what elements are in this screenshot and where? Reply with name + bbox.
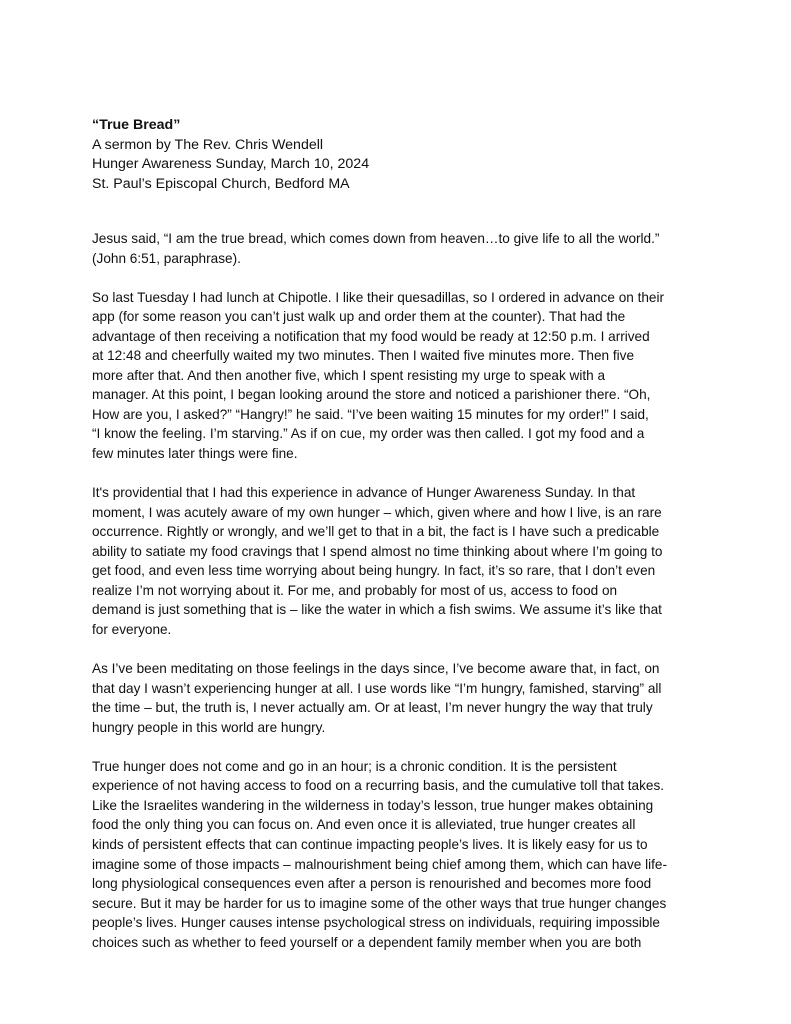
sermon-body bbox=[92, 229, 714, 972]
paragraph-line: long physiological consequences even after a person is renourished and becomes more food bbox=[92, 876, 652, 892]
paragraph-line: few minutes later things were fine. bbox=[92, 446, 298, 462]
paragraph-line: at 12:48 and cheerfully waited my two minutes. Then I waited five minutes more. Then five bbox=[92, 348, 635, 364]
paragraph-line: imagine some of those impacts – malnourishment being chief among them, which can have life- bbox=[92, 856, 668, 872]
paragraph-line: hungry people in this world are hungry. bbox=[92, 719, 326, 735]
paragraph-line: As I’ve been meditating on those feelings in the days since, I’ve become aware that, in fact, on bbox=[92, 661, 660, 677]
paragraph-line: So last Tuesday I had lunch at Chipotle. I like their quesadillas, so I ordered in advance on their bbox=[92, 289, 665, 305]
paragraph-line: people’s lives. Hunger causes intense psychological stress on individuals, requiring impossible bbox=[92, 915, 660, 931]
paragraph-line: app (for some reason you can’t just walk up and order them at the counter). That had the bbox=[92, 309, 626, 325]
sermon-byline: A sermon by The Rev. Chris Wendell bbox=[92, 136, 324, 153]
paragraph-line: more after that. And then another five, which I spent resisting my urge to speak with a bbox=[92, 367, 606, 383]
paragraph-line: How are you, I asked?” “Hangry!” he said. “I’ve been waiting 15 minutes for my order!” I said, bbox=[92, 406, 649, 422]
paragraph-line: food the only thing you can focus on. And even once it is alleviated, true hunger creates all bbox=[92, 817, 636, 833]
paragraph bbox=[92, 757, 714, 952]
paragraph-line: True hunger does not come and go in an hour; is a chronic condition. It is the persistent bbox=[92, 758, 617, 774]
paragraph-line: manager. At this point, I began looking around the store and noticed a parishioner there. “Oh, bbox=[92, 387, 651, 403]
sermon-occasion: Hunger Awareness Sunday, March 10, 2024 bbox=[92, 156, 370, 173]
paragraph-line: that day I wasn’t experiencing hunger at all. I use words like “I’m hungry, famished, starving” all bbox=[92, 680, 662, 696]
paragraph bbox=[92, 483, 714, 639]
paragraph-line: “I know the feeling. I’m starving.” As if on cue, my order was then called. I got my food and a bbox=[92, 426, 645, 442]
sermon-title: “True Bread” bbox=[92, 117, 181, 133]
paragraph-line: advantage of then receiving a notification that my food would be ready at 12:50 p.m. I arrived bbox=[92, 328, 650, 344]
paragraph-line: Like the Israelites wandering in the wilderness in today’s lesson, true hunger makes obtaining bbox=[92, 797, 654, 813]
paragraph-line: get food, and even less time worrying about being hungry. In fact, it’s so rare, that I don’t even bbox=[92, 563, 656, 579]
paragraph-line: occurrence. Rightly or wrongly, and we’ll get to that in a bit, the fact is I have such a predicable bbox=[92, 524, 660, 540]
paragraph-line: ability to satiate my food cravings that I spend almost no time thinking about where I’m going to bbox=[92, 543, 663, 559]
paragraph-line: secure. But it may be harder for us to imagine some of the other ways that true hunger changes bbox=[92, 895, 667, 911]
sermon-header bbox=[92, 116, 712, 194]
paragraph bbox=[92, 659, 714, 737]
paragraph-line: moment, I was acutely aware of my own hunger – which, given where and how I live, is an rare bbox=[92, 504, 662, 520]
paragraph-line: experience of not having access to food on a recurring basis, and the cumulative toll that takes. bbox=[92, 778, 665, 794]
paragraph-line: choices such as whether to feed yourself or a dependent family member when you are both bbox=[92, 934, 642, 950]
paragraph-line: the time – but, the truth is, I never actually am. Or at least, I’m never hungry the way that truly bbox=[92, 700, 653, 716]
paragraph-line: kinds of persistent effects that can continue impacting people’s lives. It is likely easy for us to bbox=[92, 836, 648, 852]
paragraph-line: demand is just something that is – like the water in which a fish swims. We assume it’s like that bbox=[92, 602, 662, 618]
paragraph-line: It's providential that I had this experience in advance of Hunger Awareness Sunday. In that bbox=[92, 485, 636, 501]
paragraph bbox=[92, 229, 714, 268]
sermon-location: St. Paul’s Episcopal Church, Bedford MA bbox=[92, 175, 350, 192]
paragraph-line: realize I’m not worrying about it. For me, and probably for most of us, access to food on bbox=[92, 582, 618, 598]
paragraph-line: for everyone. bbox=[92, 621, 172, 637]
paragraph bbox=[92, 288, 714, 464]
paragraph-line: (John 6:51, paraphrase). bbox=[92, 250, 241, 266]
paragraph-line: Jesus said, “I am the true bread, which comes down from heaven…to give life to all the world.” bbox=[92, 231, 660, 246]
